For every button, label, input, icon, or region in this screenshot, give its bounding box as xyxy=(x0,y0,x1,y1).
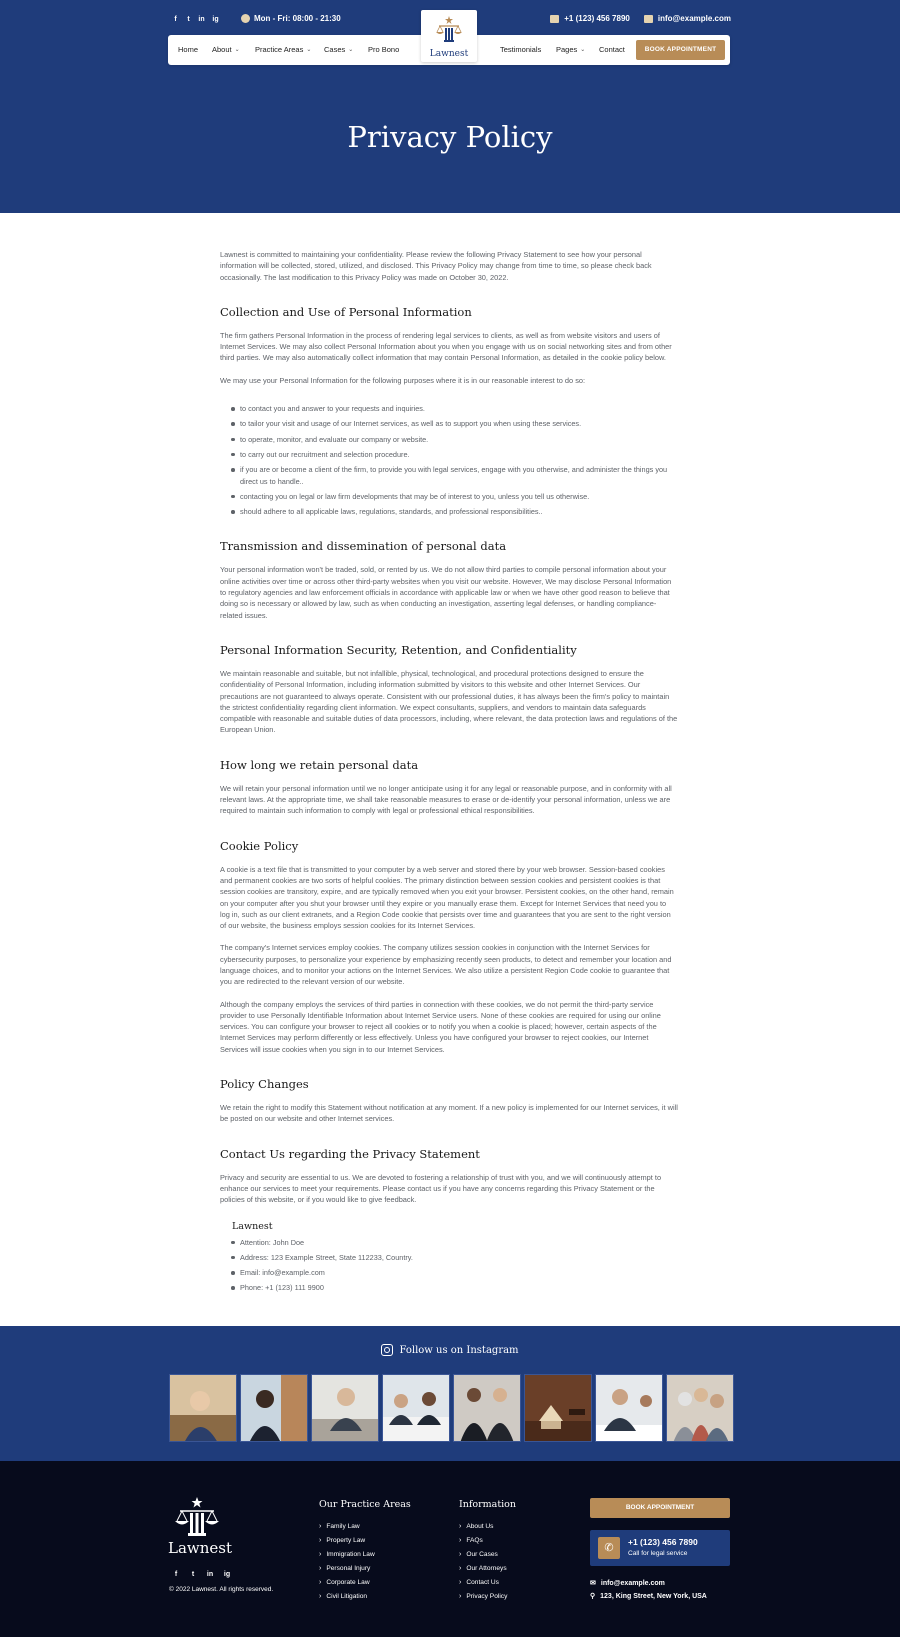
nav-testimonials[interactable]: Testimonials xyxy=(500,45,542,54)
twitter-icon[interactable]: t xyxy=(191,1570,195,1578)
call-label: Call for legal service xyxy=(628,1550,688,1557)
clock-icon xyxy=(241,14,250,23)
chevron-down-icon: ⌄ xyxy=(348,47,354,53)
photo-icon xyxy=(596,1375,663,1442)
instagram-heading[interactable] xyxy=(0,1344,900,1356)
chevron-right-icon: › xyxy=(319,1565,322,1572)
instagram-section xyxy=(0,1326,900,1461)
list-item: to carry out our recruitment and selection procedure. xyxy=(220,449,678,460)
chevron-right-icon: › xyxy=(319,1593,322,1600)
footer-link[interactable]: › Property Law xyxy=(319,1537,366,1544)
location-pin-icon: ⚲ xyxy=(590,1593,596,1600)
photo-icon xyxy=(383,1375,450,1442)
footer-link[interactable]: › Contact Us xyxy=(459,1579,499,1586)
chevron-right-icon: › xyxy=(459,1523,462,1530)
instagram-photo[interactable] xyxy=(524,1374,592,1442)
footer-phone: +1 (123) 456 7890 xyxy=(628,1537,698,1547)
page-title: Privacy Policy xyxy=(347,120,553,154)
chevron-right-icon: › xyxy=(319,1579,322,1586)
footer-link[interactable]: › Personal Injury xyxy=(319,1565,371,1572)
section-paragraph: We retain the right to modify this Statement without notification at any moment. If a new policy is implemented for our Internet services, it will be posted on our website and other Internet services. xyxy=(220,1103,678,1124)
privacy-content xyxy=(220,249,678,1294)
nav-cases[interactable]: Cases ⌄ xyxy=(324,45,354,54)
instagram-icon xyxy=(381,1344,393,1356)
instagram-photo[interactable] xyxy=(382,1374,450,1442)
section-paragraph: We maintain reasonable and suitable, but not infallible, physical, technological, and procedural protections designed to ensure the confidentiality of Personal Information, including information submitted by visitors to this website and other Internet Services. Our precautions are not guaranteed to always operate. Consistent with our professional duties, it has always been the firm's policy to maintain the strictest confidentiality regarding client information. We expect consultants, suppliers, and vendors to maintain data safeguards compatible with reasonable and suitable duties of data processors, including, where relevant, the data protection laws and regulations of the European Union. xyxy=(220,668,678,735)
page-hero xyxy=(0,0,900,213)
footer-link[interactable]: › Our Cases xyxy=(459,1551,498,1558)
footer-link[interactable]: › About Us xyxy=(459,1523,494,1530)
facebook-icon[interactable]: f xyxy=(174,1570,178,1578)
nav-about[interactable]: About ⌄ xyxy=(212,45,240,54)
section-title: Personal Information Security, Retention, and Confidentiality xyxy=(220,642,577,657)
photo-icon xyxy=(667,1375,734,1442)
section-paragraph: We will retain your personal information until we no longer anticipate using it for any legal or reasonable purpose, and in conformity with all relevant laws. At the appropriate time, we shall take reasonable measures to erase or de-identify your personal information, unless we are required to maintain such information to comply with legal or professional ethical responsibilities. xyxy=(220,783,672,816)
section-paragraph: The company's Internet services employ cookies. The company utilizes session cookies in conjunction with the Internet Services for cybersecurity purposes, to personalize your experience by emphasizing recently seen products, to detect and remember your location and language choices, and to monitor your actions on the Internet Services. We also utilize a persistent Region Code cookie to guarantee that you are redirected to the relevant version of our website. xyxy=(220,943,672,987)
site-logo[interactable] xyxy=(421,10,477,62)
footer-address: ⚲ 123, King Street, New York, USA xyxy=(590,1592,707,1600)
footer-book-appointment-button[interactable]: BOOK APPOINTMENT xyxy=(590,1498,730,1518)
envelope-icon: ✉ xyxy=(590,1580,596,1587)
chevron-right-icon: › xyxy=(319,1523,322,1530)
phone-icon: ✆ xyxy=(598,1537,620,1559)
footer-link[interactable]: › Privacy Policy xyxy=(459,1593,508,1600)
chevron-down-icon: ⌄ xyxy=(306,47,312,53)
nav-home[interactable]: Home xyxy=(178,45,199,54)
section-title: How long we retain personal data xyxy=(220,757,419,772)
footer-link[interactable]: › Corporate Law xyxy=(319,1579,370,1586)
nav-practice-areas[interactable]: Practice Areas ⌄ xyxy=(255,45,312,54)
facebook-icon[interactable]: f xyxy=(174,16,177,23)
list-item: Email: info@example.com xyxy=(220,1267,678,1278)
instagram-photo[interactable] xyxy=(169,1374,237,1442)
section-title: Collection and Use of Personal Information xyxy=(220,304,472,319)
linkedin-icon[interactable]: in xyxy=(198,16,205,23)
nav-pages[interactable]: Pages ⌄ xyxy=(556,45,586,54)
footer-link[interactable]: › Civil Litigation xyxy=(319,1593,368,1600)
photo-icon xyxy=(241,1375,308,1442)
information-heading: Information xyxy=(459,1499,517,1510)
chevron-right-icon: › xyxy=(459,1579,462,1586)
photo-icon xyxy=(312,1375,379,1442)
top-email-text: info@example.com xyxy=(657,14,731,23)
logo-text: Lawnest xyxy=(429,49,469,59)
phone-icon xyxy=(550,15,559,23)
section-title: Cookie Policy xyxy=(220,838,299,853)
section-title: Contact Us regarding the Privacy Statement xyxy=(220,1146,480,1161)
section-paragraph: A cookie is a text file that is transmitted to your computer by a web server and stored there by your web browser. Session-based cookies and permanent cookies are two sorts of helpful cookies. The primary distinction between session cookies and persistent cookies is that session cookies are transitory, expire, and are typically removed when you exit your browser. Persistent cookies, on the other hand, remain on your computer after you shut your browser until they expire or you manually erase them. Except for Internet Services that need you to log in, such as our client extranets, and a Region Code cookie that persists over time and guarantees that you are sent to the right version of our website, the business employs session cookies for its Internet Services. xyxy=(220,864,674,931)
section-paragraph: Your personal information won't be traded, sold, or rented by us. We do not allow third parties to compile personal information about your online activities over time or across other third-party websites when you visit our website. However, We may disclose Personal Information to regulatory agencies and law enforcement officials in accordance with applicable law or when we have other good reason to believe that doing so is necessary or allowed by law, such as when conducting an investigation, asserting legal defenses, or handling compliance-related issues. xyxy=(220,565,672,620)
chevron-down-icon: ⌄ xyxy=(234,47,240,53)
list-item: to operate, monitor, and evaluate our company or website. xyxy=(220,434,678,445)
section-title: Transmission and dissemination of personal data xyxy=(220,539,507,554)
list-item: if you are or become a client of the firm, to provide you with legal services, engage with you otherwise, and administer the things you direct us to handle.. xyxy=(220,464,678,487)
envelope-icon xyxy=(644,15,653,23)
instagram-heading-text: Follow us on Instagram xyxy=(399,1344,519,1356)
chevron-right-icon: › xyxy=(459,1593,462,1600)
section-paragraph: Privacy and security are essential to us. We are devoted to fostering a relationship of trust with you, and we will continuously attempt to enhance our services to meet your requirements. Please contact us if you have any concerns regarding this Privacy Statement or the policies of this website, or if you would like to give feedback. xyxy=(220,1172,662,1205)
purposes-list xyxy=(220,403,678,517)
section-paragraph: We may use your Personal Information for the following purposes where it is in our reasonable interest to do so: xyxy=(220,375,586,385)
intro-paragraph: Lawnest is committed to maintaining your confidentiality. Please review the following Privacy Statement to see how your personal information will be collected, stored, utilized, and disclosed. This Privacy Policy may change from time to time, so please check back occasionally. The last modification to this Privacy Policy was made on October 30, 2022. xyxy=(220,250,652,282)
footer-link[interactable]: › Family Law xyxy=(319,1523,360,1530)
top-email[interactable] xyxy=(644,14,731,23)
instagram-photo[interactable] xyxy=(595,1374,663,1442)
list-item: to tailor your visit and usage of our Internet services, as well as to support you when using these services. xyxy=(220,418,678,429)
chevron-right-icon: › xyxy=(459,1565,462,1572)
instagram-icon[interactable]: ig xyxy=(212,16,219,23)
list-item: to contact you and answer to your requests and inquiries. xyxy=(220,403,678,414)
photo-icon xyxy=(525,1375,592,1442)
chevron-right-icon: › xyxy=(459,1537,462,1544)
hours-text: Mon - Fri: 08:00 - 21:30 xyxy=(254,14,341,23)
site-footer xyxy=(0,1461,900,1637)
list-item: Attention: John Doe xyxy=(220,1237,678,1248)
list-item: contacting you on legal or law firm developments that may be of interest to you, unless you tell us otherwise. xyxy=(220,491,678,502)
chevron-right-icon: › xyxy=(319,1537,322,1544)
list-item: Address: 123 Example Street, State 112233, Country. xyxy=(220,1252,678,1263)
instagram-icon[interactable]: ig xyxy=(223,1570,231,1578)
nav-pro-bono[interactable]: Pro Bono xyxy=(368,45,400,54)
copyright-icon: © xyxy=(169,1586,174,1593)
practice-areas-heading: Our Practice Areas xyxy=(319,1499,411,1510)
call-box[interactable] xyxy=(590,1530,730,1566)
instagram-photo[interactable] xyxy=(666,1374,734,1442)
footer-link[interactable]: › Our Attorneys xyxy=(459,1565,507,1572)
top-phone-text: +1 (123) 456 7890 xyxy=(564,14,630,23)
list-item: should adhere to all applicable laws, regulations, standards, and professional responsibilities.. xyxy=(220,506,678,517)
chevron-down-icon: ⌄ xyxy=(580,47,586,53)
book-appointment-button[interactable]: BOOK APPOINTMENT xyxy=(636,40,725,60)
chevron-right-icon: › xyxy=(319,1551,322,1558)
top-contact xyxy=(550,14,731,23)
instagram-photo[interactable] xyxy=(453,1374,521,1442)
footer-link[interactable]: › Immigration Law xyxy=(319,1551,375,1558)
photo-icon xyxy=(454,1375,521,1442)
scales-logo-icon xyxy=(434,15,464,45)
footer-link[interactable]: › FAQs xyxy=(459,1537,483,1544)
photo-icon xyxy=(170,1375,237,1442)
instagram-photo[interactable] xyxy=(311,1374,379,1442)
twitter-icon[interactable]: t xyxy=(187,16,190,23)
top-phone[interactable] xyxy=(550,14,630,23)
scales-logo-icon xyxy=(172,1497,222,1539)
office-hours xyxy=(241,14,341,23)
chevron-right-icon: › xyxy=(459,1551,462,1558)
contact-company-name: Lawnest xyxy=(232,1220,273,1232)
linkedin-icon[interactable]: in xyxy=(206,1570,214,1578)
nav-contact[interactable]: Contact xyxy=(599,45,625,54)
section-paragraph: The firm gathers Personal Information in the process of rendering legal services to clients, as well as from website visitors and users of Internet Services. We may also collect Personal Information about you when you engage with us on social networking sites and from other third parties. We may also automatically collect information that may contain Personal Information, as detailed in the cookie policy below. xyxy=(220,330,672,363)
section-paragraph: Although the company employs the services of third parties in connection with these cookies, we do not permit the third-party service provider to use Personally Identifiable Information about Internet Service users. None of these cookies are required for using our online services. You can configure your browser to reject all cookies or to notify you when a cookie is placed; however, certain aspects of the Internet Services may perform differently or less effectively. Unless you have configured your browser to reject cookies, our Internet Services will issue cookies when you sign in to our Internet Services. xyxy=(220,999,661,1054)
section-title: Policy Changes xyxy=(220,1077,309,1092)
contact-list xyxy=(220,1237,678,1294)
instagram-photo[interactable] xyxy=(240,1374,308,1442)
footer-email[interactable]: ✉ info@example.com xyxy=(590,1579,665,1587)
copyright: © 2022 Lawnest. All rights reserved. xyxy=(169,1586,274,1593)
footer-logo-text[interactable]: Lawnest xyxy=(168,1539,233,1557)
list-item: Phone: +1 (123) 111 9900 xyxy=(220,1282,678,1293)
